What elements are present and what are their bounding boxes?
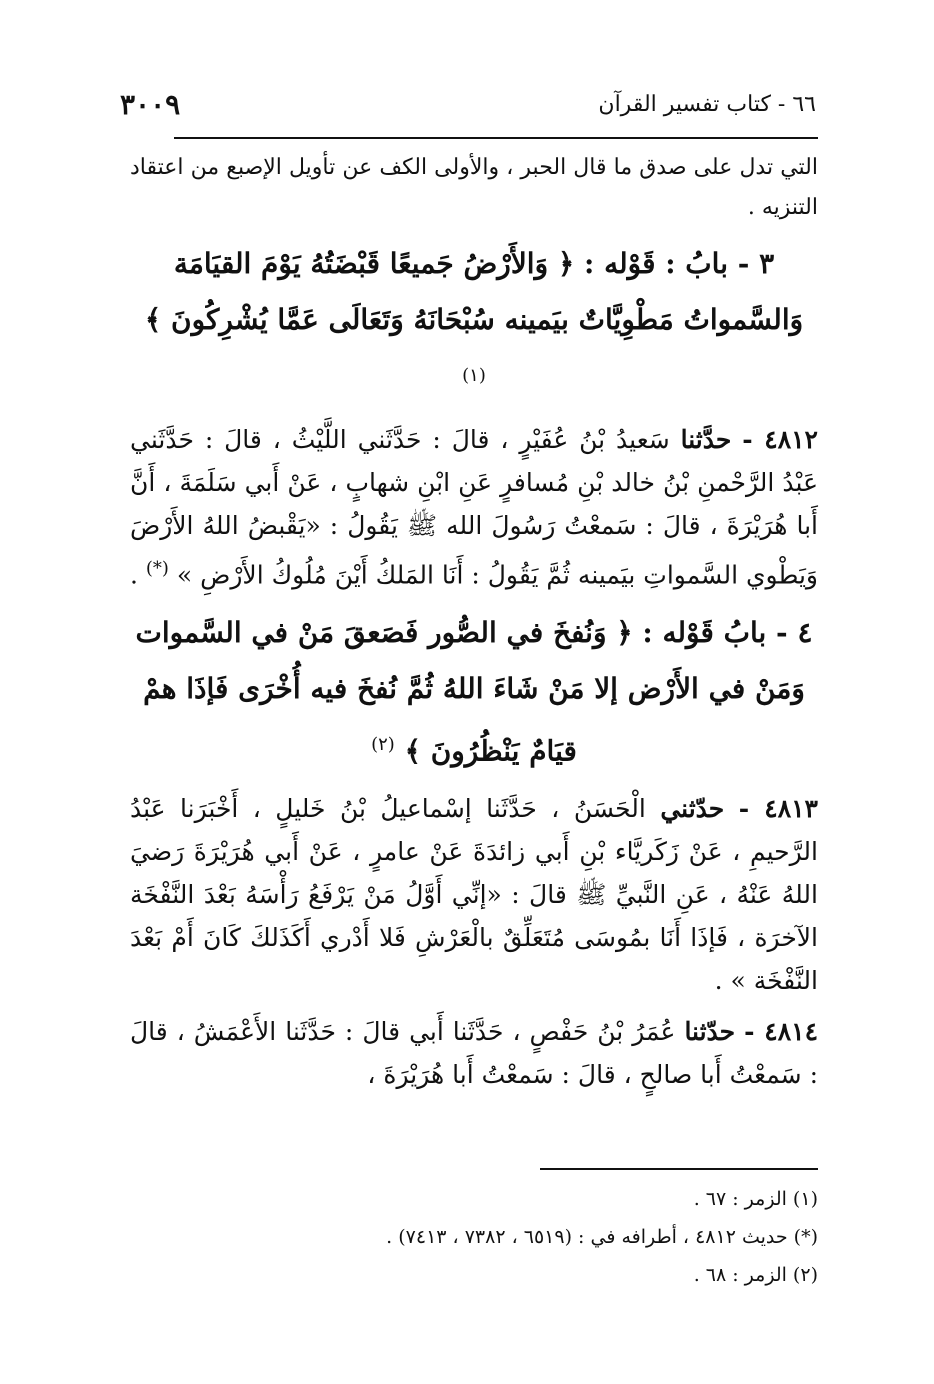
page-header [120, 88, 816, 128]
hadith-4813-lead: حدّثني [660, 793, 725, 823]
hadith-4814 [130, 1010, 818, 1096]
intro-paragraph: التي تدل على صدق ما قال الحبر ، والأولى الكف عن تأويل الإصبع من اعتقاد التنزيه . [130, 155, 818, 220]
footnote-1: (١) الزمر : ٦٧ . [693, 1188, 818, 1210]
hadith-4812-lead: حدَّثنا [680, 425, 732, 455]
chapter-4-heading [130, 605, 818, 779]
hadith-4813 [130, 787, 818, 1002]
hadith-4812-end: . [129, 560, 138, 590]
page-number: ٣٠٠٩ [120, 88, 181, 121]
hadith-4812 [130, 418, 818, 596]
hadith-4812-text: سَعيدُ بْنُ عُفَيْرٍ ، قالَ : حَدَّثَني اللَّيْثُ ، قالَ : حَدَّثَني عَبْدُ الرَّحْمنِ بْنُ خالد بْنِ مُسافرٍ عَنِ ابْنِ شهابٍ ، عَنْ أَبي سَلَمَةَ ، أَنَّ أَبا هُرَيْرَةَ ، قالَ : سَمعْتُ رَسُولَ الله ﷺ يَقُولُ : «يَقْبضُ اللهُ الأَرْضَ وَيَطْوي السَّمواتِ بيَمينه ثُمَّ يَقُولُ : أَنَا المَلكُ أَيْنَ مُلُوكُ الأَرْضِ » [130, 425, 818, 590]
chapter-3-footnote-ref: (١) [462, 365, 486, 386]
chapter-3-heading [130, 236, 818, 410]
chapter-4-footnote-ref: (٢) [371, 733, 395, 755]
footnote-star: (*) حديث ٤٨١٢ ، أطرافه في : (٦٥١٩ ، ٧٣٨٢ ، ٧٤١٣) . [386, 1226, 818, 1248]
footnote-2: (٢) الزمر : ٦٨ . [693, 1264, 818, 1286]
hadith-4813-number: ٤٨١٣ - [738, 793, 818, 823]
footnotes [130, 1180, 818, 1294]
footnote-rule [540, 1168, 818, 1170]
chapter-3-text: ٣ - بابُ : قَوْله : ﴿ وَالأَرْضُ جَميعًا قَبْضَتُهُ يَوْمَ القيَامَة وَالسَّمواتُ مَطْوِيَّاتٌ بيَمينه سُبْحَانَهُ وَتَعَالَى عَمَّا يُشْرِكُونَ ﴾ [144, 247, 804, 336]
hadith-4812-number: ٤٨١٢ - [742, 425, 818, 455]
header-rule [174, 137, 818, 139]
hadith-4813-text: الْحَسَنُ ، حَدَّثَنا إسْماعيلُ بْنُ خَليلٍ ، أَخْبَرَنا عَبْدُ الرَّحيمِ ، عَنْ زَكَريَّاء بْنِ أَبي زائدَةَ عَنْ عامرٍ ، عَنْ أَبي هُرَيْرَةَ رَضيَ اللهُ عَنْهُ ، عَنِ النَّبيِّ ﷺ قالَ : «إنِّي أَوَّلُ مَنْ يَرْفَعُ رَأْسَهُ بَعْدَ النَّفْخَة الآخرَة ، فَإذَا أَنَا بمُوسَى مُتَعَلِّقٌ بالْعَرْشِ فَلا أَدْري أَكَذَلكَ كَانَ أَمْ بَعْدَ النَّفْخَة » . [130, 793, 818, 995]
hadith-4814-number: ٤٨١٤ - [744, 1016, 818, 1046]
main-text [130, 148, 818, 1104]
chapter-4-text: ٤ - بابُ قَوْله : ﴿ وَنُفخَ في الصُّور فَصَعقَ مَنْ في السَّموات وَمَنْ في الأَرْض إلا مَنْ شَاءَ اللهُ ثُمَّ نُفخَ فيه أُخْرَى فَإذَا همْ قيَامٌ يَنْظُرُونَ ﴾ [135, 615, 813, 767]
hadith-4814-lead: حدّثنا [684, 1016, 736, 1046]
hadith-4812-footnote-ref: (*) [145, 558, 169, 580]
running-title: ٦٦ - كتاب تفسير القرآن [598, 92, 816, 117]
hadith-4814-text: عُمَرُ بْنُ حَفْصٍ ، حَدَّثَنا أَبي قالَ : حَدَّثَنا الأَعْمَشُ ، قالَ : سَمعْتُ أَبا صالحٍ ، قالَ : سَمعْتُ أَبا هُرَيْرَةَ ، [130, 1016, 818, 1089]
